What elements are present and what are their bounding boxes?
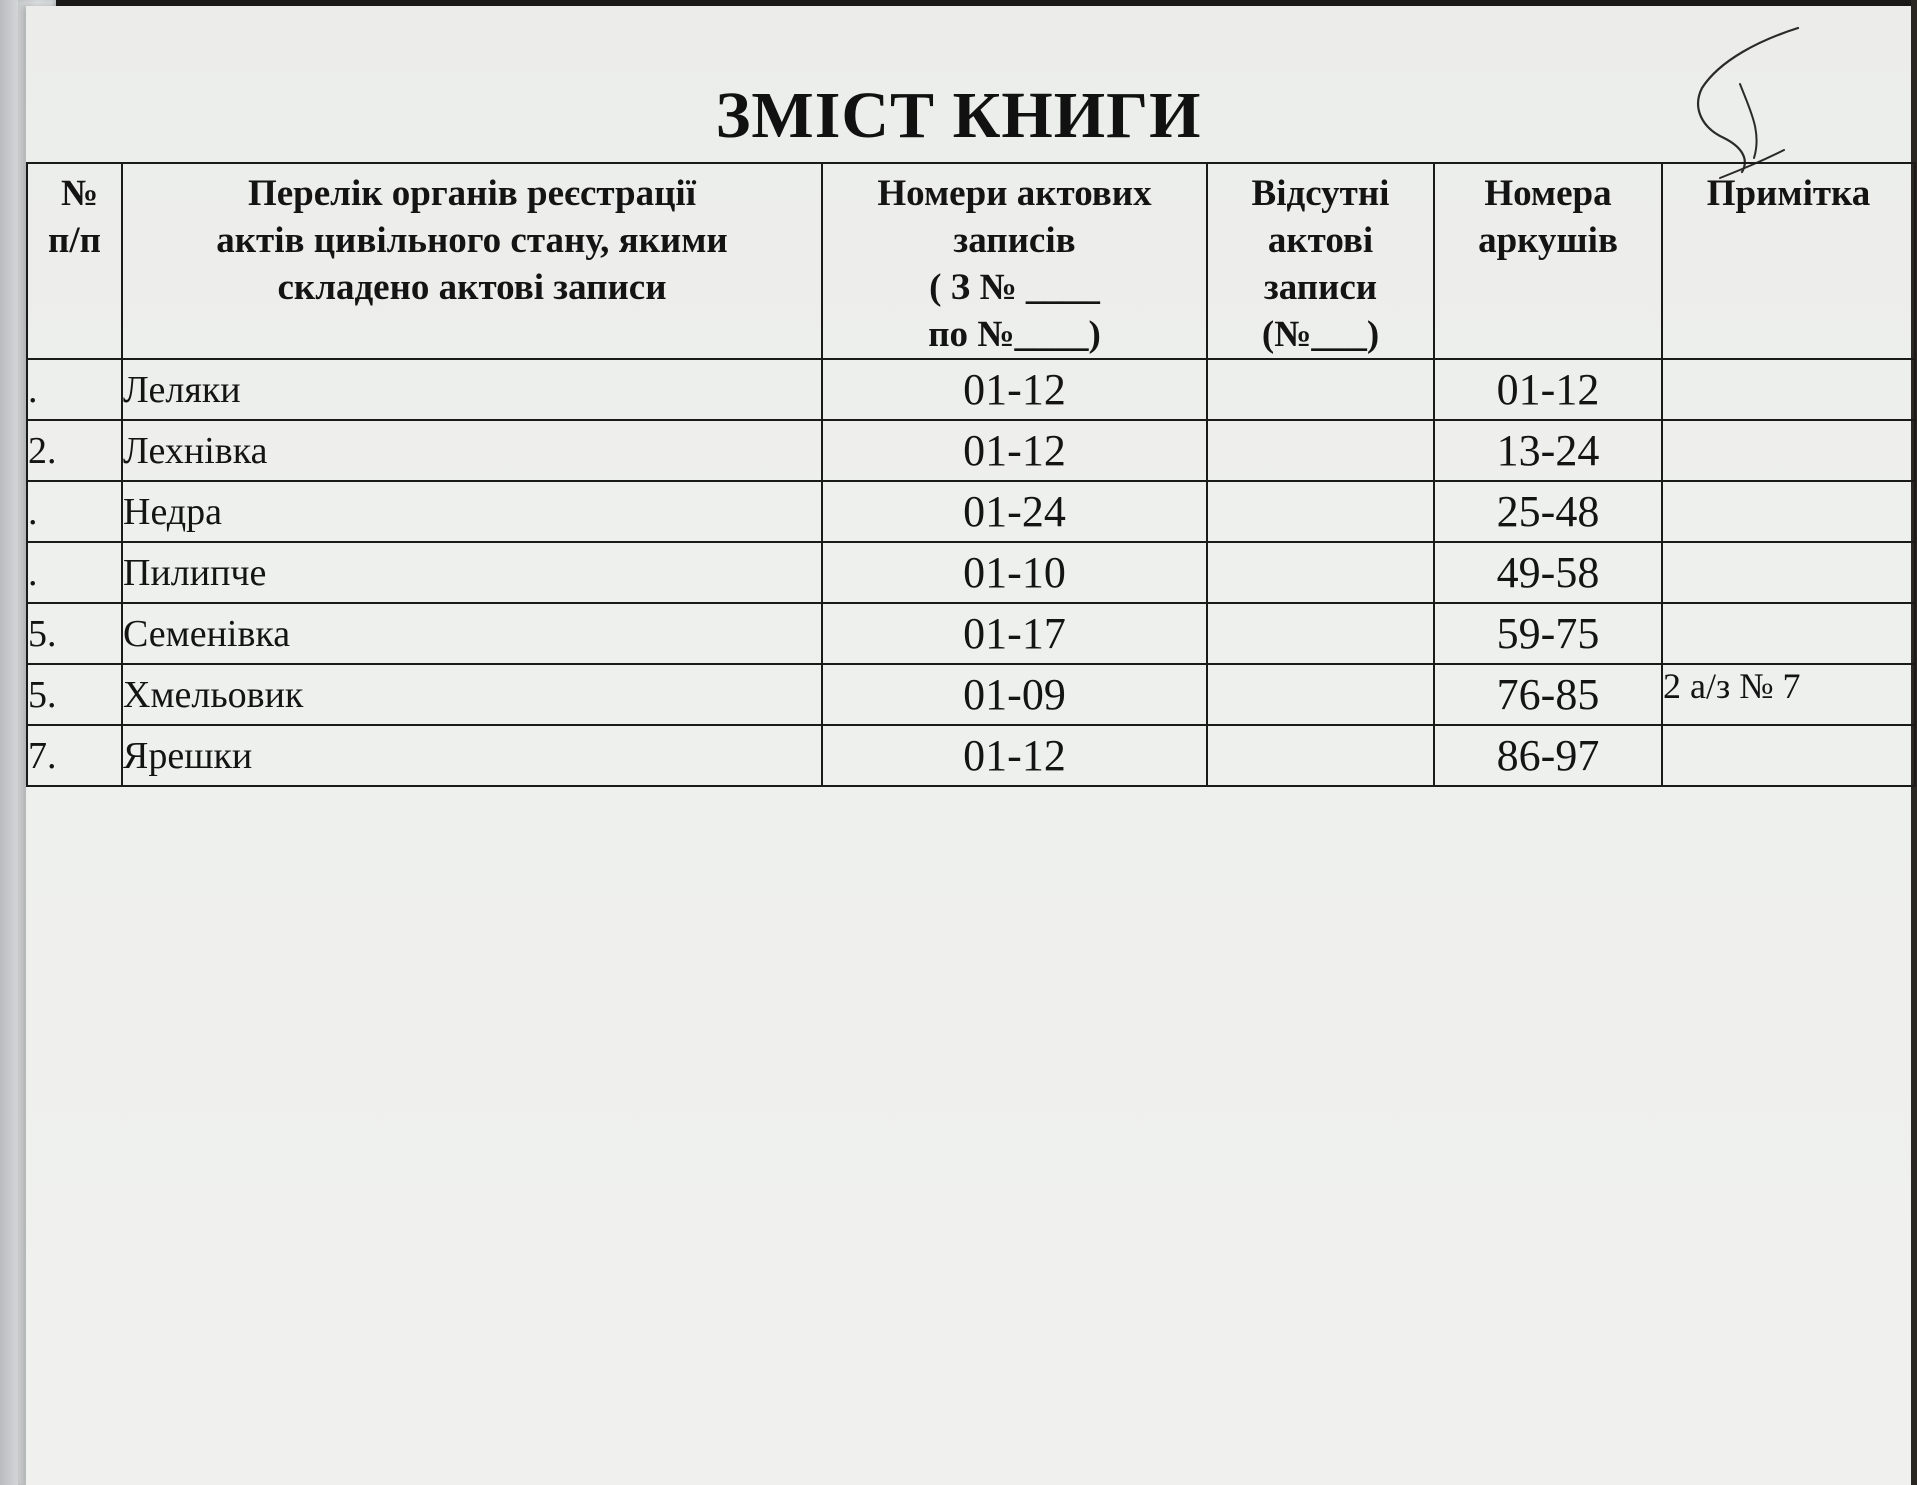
- table-row: [27, 603, 1915, 664]
- row-note: [1662, 359, 1915, 420]
- header-records-line: Номери актових: [877, 173, 1152, 214]
- row-note: [1662, 603, 1915, 664]
- row-missing-records: [1207, 481, 1434, 542]
- page-title: ЗМІСТ КНИГИ: [715, 79, 1202, 152]
- row-missing-records: [1207, 603, 1434, 664]
- row-sheet-numbers: 13-24: [1434, 420, 1662, 481]
- row-sheet-numbers: 59-75: [1434, 603, 1662, 664]
- header-organ-line: актів цивільного стану, якими: [216, 220, 728, 261]
- row-record-numbers: 01-17: [822, 603, 1207, 664]
- header-sheets-line: аркушів: [1478, 220, 1618, 261]
- row-note: [1662, 542, 1915, 603]
- table-row: [27, 664, 1915, 725]
- row-record-numbers: 01-12: [822, 359, 1207, 420]
- row-number: 5.: [27, 664, 122, 725]
- row-record-numbers: 01-09: [822, 664, 1207, 725]
- table-row: [27, 725, 1915, 786]
- row-note: [1662, 725, 1915, 786]
- row-note: [1662, 420, 1915, 481]
- header-sheet-numbers: [1434, 163, 1662, 359]
- header-record-numbers: [822, 163, 1207, 359]
- row-number: .: [27, 481, 122, 542]
- row-sheet-numbers: 49-58: [1434, 542, 1662, 603]
- row-sheet-numbers: 01-12: [1434, 359, 1662, 420]
- header-records-line: ( З № ____: [929, 267, 1100, 308]
- row-organ-name: Ярешки: [122, 725, 822, 786]
- row-record-numbers: 01-10: [822, 542, 1207, 603]
- header-registration-organs: [122, 163, 822, 359]
- row-note: [1662, 481, 1915, 542]
- row-missing-records: [1207, 359, 1434, 420]
- table-header-row: [27, 163, 1915, 359]
- row-number: .: [27, 359, 122, 420]
- header-number-line: п/п: [48, 220, 101, 261]
- header-missing-line: записи: [1263, 267, 1378, 308]
- header-missing-line: (№___): [1261, 314, 1380, 355]
- header-number: [27, 163, 122, 359]
- header-missing-line: Відсутні: [1251, 173, 1390, 214]
- header-records-line: записів: [953, 220, 1076, 261]
- table-row: [27, 420, 1915, 481]
- row-organ-name: Семенівка: [122, 603, 822, 664]
- table-row: [27, 481, 1915, 542]
- row-number: .: [27, 542, 122, 603]
- row-missing-records: [1207, 664, 1434, 725]
- header-sheets-line: Номера: [1484, 173, 1612, 214]
- header-number-line: №: [60, 173, 99, 214]
- row-number: 7.: [27, 725, 122, 786]
- row-missing-records: [1207, 725, 1434, 786]
- header-records-line: по №____): [928, 314, 1101, 355]
- header-organ-line: Перелік органів реєстрації: [247, 173, 696, 214]
- row-record-numbers: 01-12: [822, 420, 1207, 481]
- row-sheet-numbers: 25-48: [1434, 481, 1662, 542]
- row-record-numbers: 01-12: [822, 725, 1207, 786]
- header-note: Примітка: [1662, 163, 1915, 359]
- table-row: [27, 542, 1915, 603]
- row-note: 2 а/з № 7: [1662, 664, 1915, 725]
- row-organ-name: Лехнівка: [122, 420, 822, 481]
- row-organ-name: Пилипче: [122, 542, 822, 603]
- contents-table: [26, 162, 1916, 787]
- header-organ-line: складено актові записи: [277, 267, 667, 308]
- row-number: 2.: [27, 420, 122, 481]
- row-organ-name: Хмельовик: [122, 664, 822, 725]
- header-missing-line: актові: [1267, 220, 1374, 261]
- row-record-numbers: 01-24: [822, 481, 1207, 542]
- row-number: 5.: [27, 603, 122, 664]
- row-sheet-numbers: 86-97: [1434, 725, 1662, 786]
- table-row: [27, 359, 1915, 420]
- row-missing-records: [1207, 420, 1434, 481]
- row-organ-name: Леляки: [122, 359, 822, 420]
- header-missing-records: [1207, 163, 1434, 359]
- row-missing-records: [1207, 542, 1434, 603]
- row-sheet-numbers: 76-85: [1434, 664, 1662, 725]
- row-organ-name: Недра: [122, 481, 822, 542]
